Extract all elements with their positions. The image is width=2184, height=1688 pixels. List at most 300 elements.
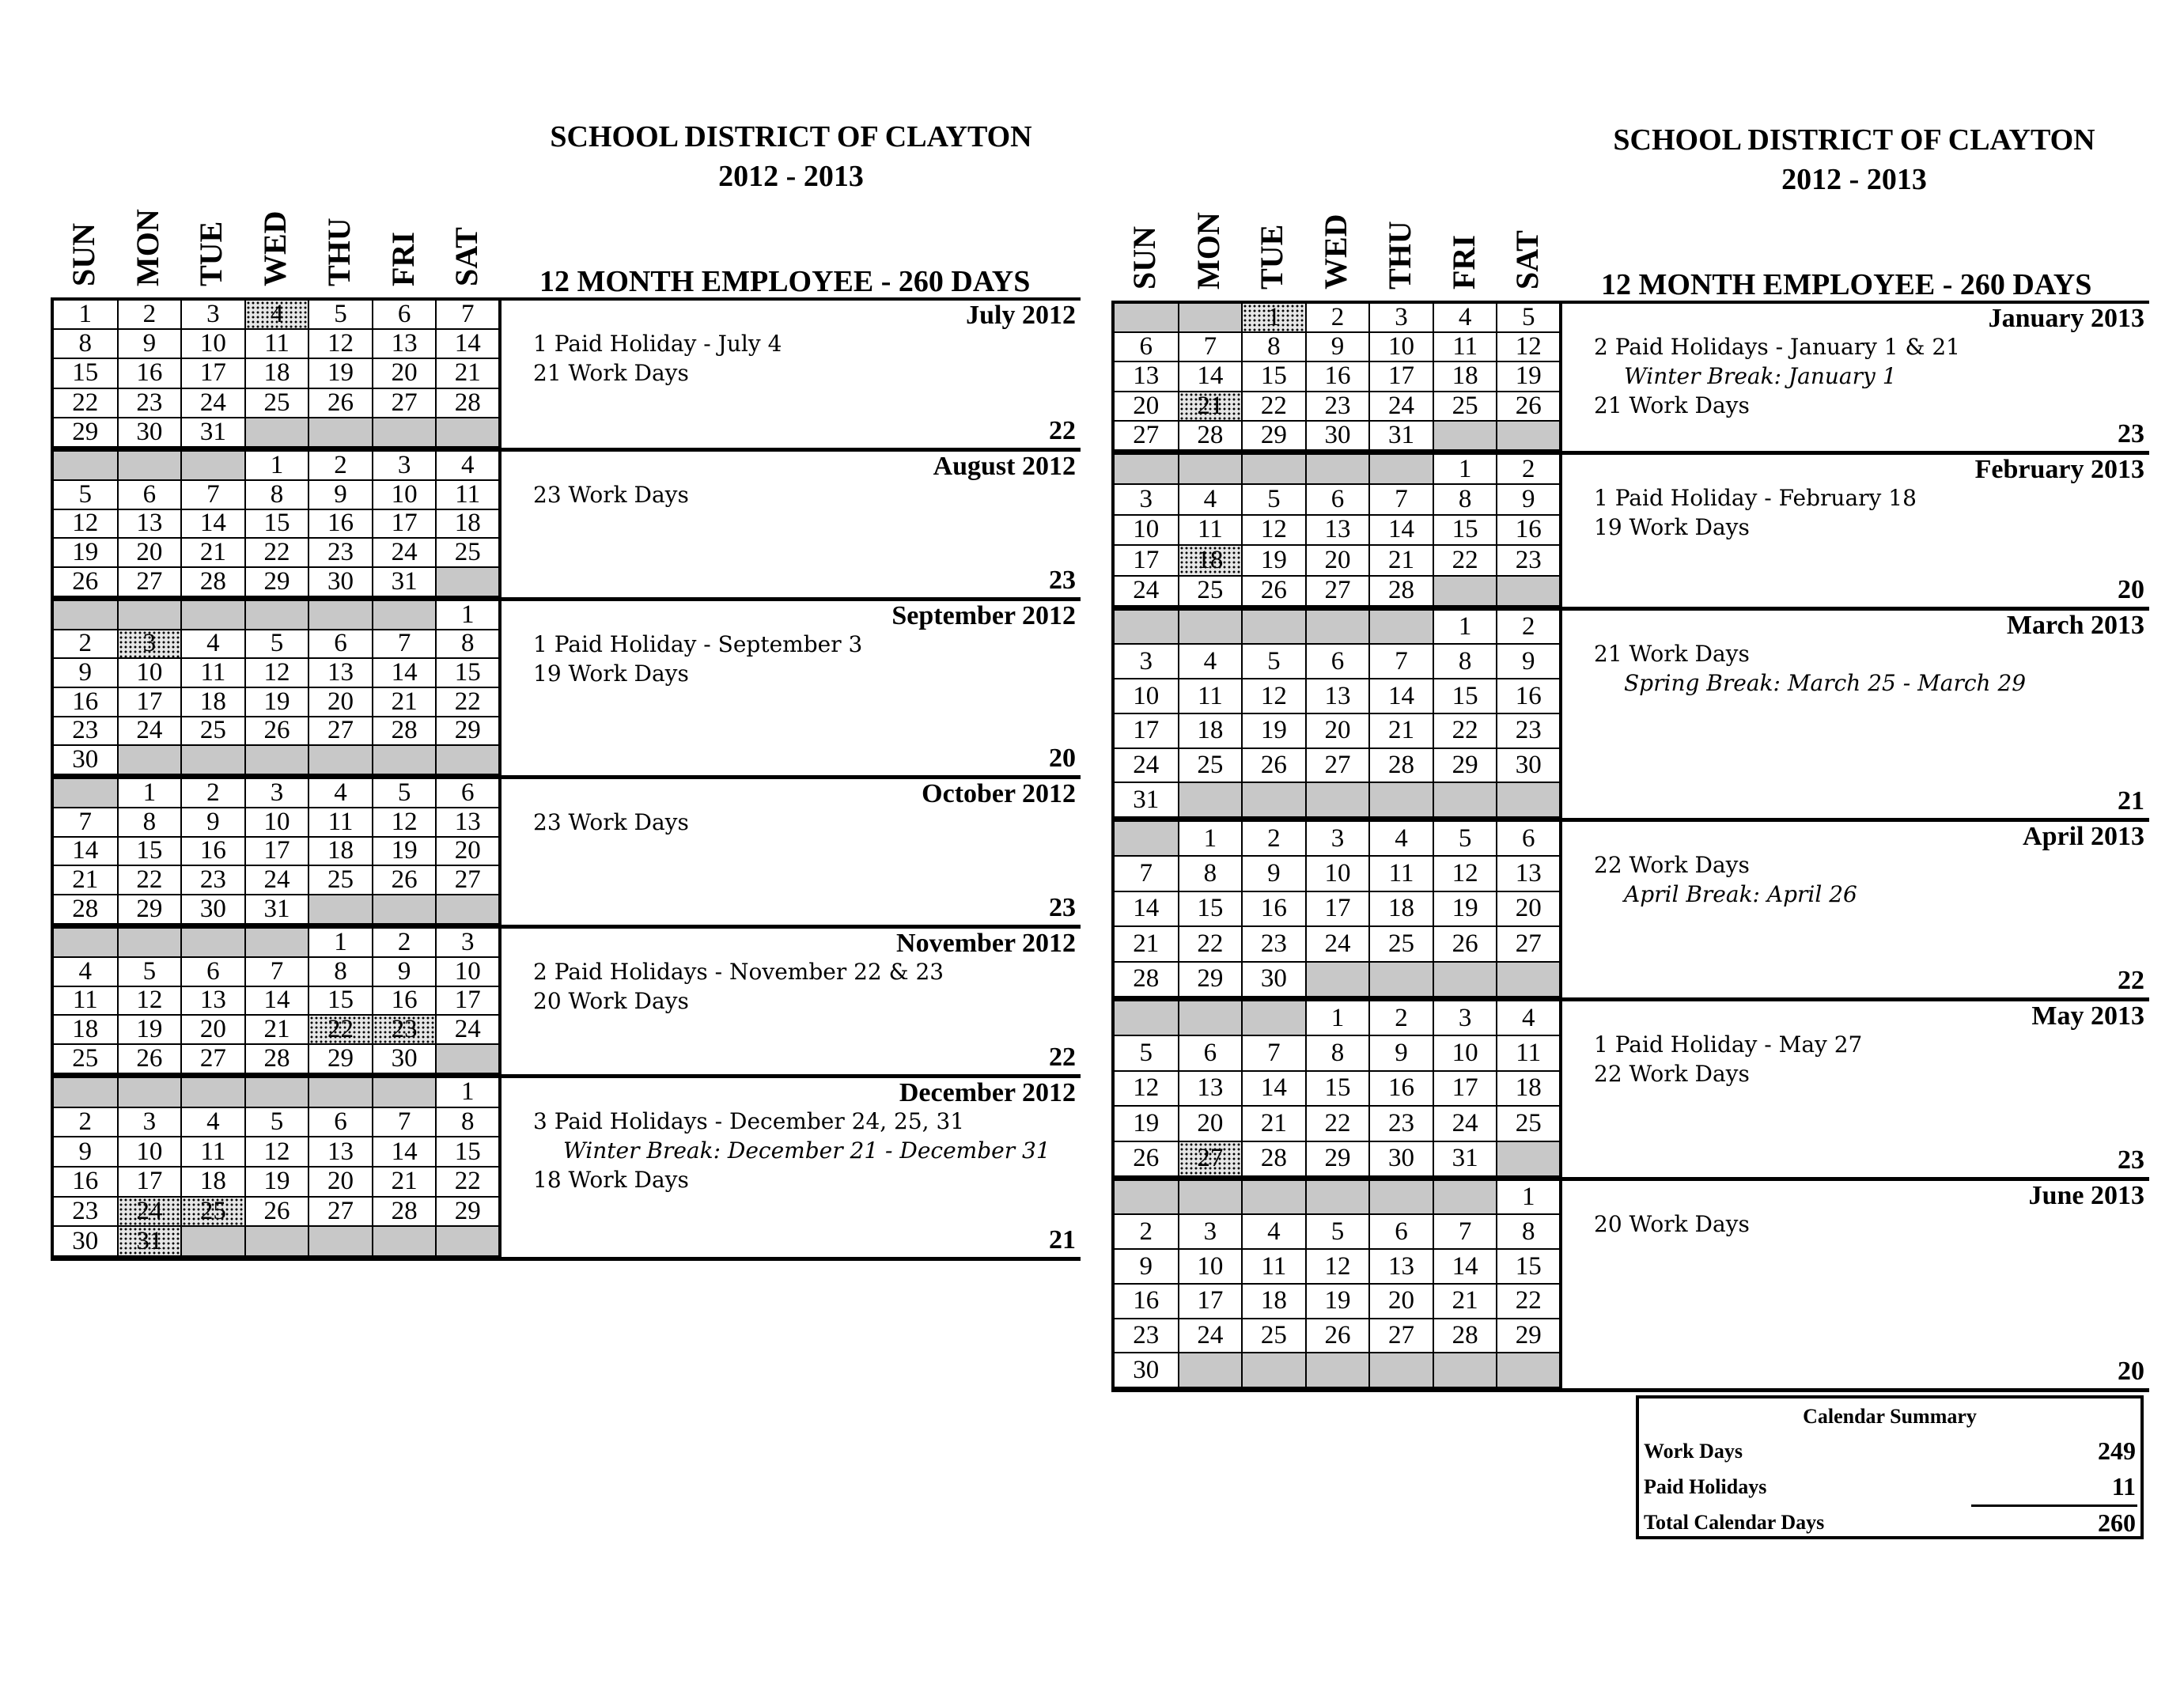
empty-day-cell xyxy=(436,895,500,924)
summary-row-work-days xyxy=(1639,1433,2140,1469)
empty-day-cell xyxy=(54,1078,118,1107)
day-cell: 22 xyxy=(436,687,500,717)
month-block xyxy=(1115,1181,2149,1392)
day-cell: 31 xyxy=(1115,782,1179,817)
empty-day-cell xyxy=(118,601,182,630)
day-cell: 13 xyxy=(373,329,437,358)
day-cell: 5 xyxy=(308,301,373,329)
day-cell: 24 xyxy=(245,865,309,895)
day-cell: 6 xyxy=(181,957,245,986)
day-cell: 20 xyxy=(436,837,500,866)
day-cell: 11 xyxy=(1179,679,1243,713)
day-cell: 27 xyxy=(1497,926,1561,961)
empty-day-cell xyxy=(54,779,118,808)
month-calendar-grid xyxy=(54,301,502,448)
break-note: Winter Break: December 21 - December 31 xyxy=(563,1137,1050,1164)
day-cell: 25 xyxy=(1179,748,1243,783)
day-cell: 26 xyxy=(308,388,373,418)
day-cell: 7 xyxy=(373,1107,437,1137)
day-cell: 2 xyxy=(54,1107,118,1137)
day-cell: 15 xyxy=(54,358,118,388)
day-cell: 4 xyxy=(436,452,500,480)
day-cell: 30 xyxy=(1306,421,1370,450)
holiday-day-cell: 23 xyxy=(373,1015,437,1044)
district-title xyxy=(475,117,1107,196)
day-cell: 7 xyxy=(436,301,500,329)
day-cell: 4 xyxy=(181,1107,245,1137)
day-cell: 14 xyxy=(181,509,245,539)
day-cell: 20 xyxy=(1306,545,1370,575)
empty-day-cell xyxy=(245,745,309,774)
day-cell: 17 xyxy=(1179,1284,1243,1319)
day-cell: 12 xyxy=(1242,679,1306,713)
empty-day-cell xyxy=(1242,1353,1306,1387)
summary-value: 11 xyxy=(2111,1472,2136,1501)
day-cell: 5 xyxy=(245,1107,309,1137)
day-cell: 5 xyxy=(1433,822,1497,856)
holiday-day-cell: 25 xyxy=(181,1197,245,1227)
day-cell: 1 xyxy=(1179,822,1243,856)
empty-day-cell xyxy=(118,929,182,957)
day-cell: 10 xyxy=(1306,856,1370,891)
day-cell: 3 xyxy=(118,1107,182,1137)
day-cell: 21 xyxy=(436,358,500,388)
day-cell: 16 xyxy=(1306,361,1370,391)
day-cell: 10 xyxy=(1369,332,1433,361)
day-cell: 9 xyxy=(308,480,373,509)
day-cell: 19 xyxy=(1497,361,1561,391)
day-cell: 8 xyxy=(436,1107,500,1137)
month-calendar-grid xyxy=(1115,455,1562,607)
month-notes xyxy=(533,808,689,837)
month-notes xyxy=(1594,639,2026,698)
day-cell: 15 xyxy=(1433,515,1497,545)
month-name: December 2012 xyxy=(899,1078,1076,1107)
month-name: October 2012 xyxy=(922,779,1076,808)
empty-day-cell xyxy=(308,895,373,924)
day-cell: 15 xyxy=(245,509,309,539)
day-header-mon: MON xyxy=(1190,212,1226,290)
day-cell: 16 xyxy=(1242,891,1306,926)
day-cell: 23 xyxy=(1115,1319,1179,1353)
day-cell: 28 xyxy=(1369,576,1433,606)
month-name: April 2013 xyxy=(2023,822,2144,851)
month-calendar-grid xyxy=(54,929,502,1074)
day-cell: 10 xyxy=(373,480,437,509)
day-cell: 2 xyxy=(1306,304,1370,332)
day-cell: 3 xyxy=(373,452,437,480)
day-cell: 10 xyxy=(118,658,182,687)
day-cell: 3 xyxy=(1433,1001,1497,1035)
month-block xyxy=(54,452,1081,601)
empty-day-cell xyxy=(54,601,118,630)
month-notes xyxy=(533,630,862,688)
day-cell: 22 xyxy=(1433,545,1497,575)
day-cell: 15 xyxy=(308,986,373,1016)
title-line-2: 2012 - 2013 xyxy=(718,160,864,193)
empty-day-cell xyxy=(1433,421,1497,450)
day-cell: 18 xyxy=(54,1015,118,1044)
day-header-tue: TUE xyxy=(1254,224,1290,290)
month-total-days: 20 xyxy=(1049,744,1076,773)
title-line-1: SCHOOL DISTRICT OF CLAYTON xyxy=(550,120,1032,153)
day-cell: 15 xyxy=(118,837,182,866)
day-cell: 16 xyxy=(1369,1071,1433,1106)
day-header-sat: SAT xyxy=(1509,230,1546,290)
day-cell: 5 xyxy=(1242,484,1306,514)
work-note: 1 Paid Holiday - September 3 xyxy=(533,631,863,657)
empty-day-cell xyxy=(1306,782,1370,817)
work-note: 22 Work Days xyxy=(1594,1061,1750,1087)
month-calendar-grid xyxy=(54,779,502,925)
day-cell: 12 xyxy=(1242,515,1306,545)
month-calendar-grid xyxy=(1115,822,1562,997)
day-cell: 27 xyxy=(436,865,500,895)
day-cell: 8 xyxy=(118,808,182,837)
day-cell: 2 xyxy=(54,630,118,659)
empty-day-cell xyxy=(1497,1353,1561,1387)
empty-day-cell xyxy=(308,418,373,447)
day-cell: 15 xyxy=(1242,361,1306,391)
month-total-days: 21 xyxy=(1049,1225,1076,1255)
day-header-mon: MON xyxy=(129,209,165,286)
month-total-days: 22 xyxy=(2118,966,2144,995)
day-cell: 4 xyxy=(181,630,245,659)
day-cell: 19 xyxy=(245,1167,309,1197)
day-cell: 6 xyxy=(118,480,182,509)
day-header-wed: WED xyxy=(257,210,293,286)
day-cell: 4 xyxy=(1242,1214,1306,1249)
day-cell: 13 xyxy=(118,509,182,539)
day-cell: 1 xyxy=(436,601,500,630)
day-cell: 22 xyxy=(245,538,309,567)
empty-day-cell xyxy=(181,929,245,957)
day-cell: 16 xyxy=(1115,1284,1179,1319)
day-cell: 17 xyxy=(245,837,309,866)
day-cell: 9 xyxy=(181,808,245,837)
day-cell: 25 xyxy=(308,865,373,895)
day-cell: 31 xyxy=(1433,1141,1497,1176)
day-cell: 24 xyxy=(1179,1319,1243,1353)
day-cell: 19 xyxy=(54,538,118,567)
day-header-thu: THU xyxy=(320,218,357,286)
day-cell: 14 xyxy=(373,1137,437,1167)
work-note: 1 Paid Holiday - February 18 xyxy=(1594,485,1917,511)
day-cell: 11 xyxy=(1497,1035,1561,1070)
day-cell: 26 xyxy=(54,567,118,596)
month-name: May 2013 xyxy=(2031,1001,2144,1031)
day-header-sun: SUN xyxy=(1126,225,1162,290)
day-cell: 6 xyxy=(1306,644,1370,679)
empty-day-cell xyxy=(436,567,500,596)
day-cell: 12 xyxy=(54,509,118,539)
day-cell: 20 xyxy=(181,1015,245,1044)
day-cell: 4 xyxy=(1179,644,1243,679)
day-cell: 28 xyxy=(1369,748,1433,783)
month-calendar-grid xyxy=(54,601,502,775)
holiday-day-cell: 18 xyxy=(1179,545,1243,575)
month-notes xyxy=(1594,850,1857,909)
day-cell: 17 xyxy=(181,358,245,388)
day-cell: 7 xyxy=(1115,856,1179,891)
day-cell: 18 xyxy=(181,687,245,717)
day-cell: 25 xyxy=(54,1044,118,1073)
month-name: June 2013 xyxy=(2028,1181,2144,1210)
holiday-day-cell: 27 xyxy=(1179,1141,1243,1176)
empty-day-cell xyxy=(373,1226,437,1256)
day-cell: 29 xyxy=(308,1044,373,1073)
day-cell: 23 xyxy=(118,388,182,418)
day-cell: 18 xyxy=(181,1167,245,1197)
day-cell: 20 xyxy=(1306,713,1370,748)
empty-day-cell xyxy=(1369,455,1433,484)
empty-day-cell xyxy=(1306,611,1370,644)
month-calendar-grid xyxy=(1115,1001,1562,1177)
day-cell: 12 xyxy=(1115,1071,1179,1106)
day-cell: 28 xyxy=(245,1044,309,1073)
empty-day-cell xyxy=(373,895,437,924)
summary-title: Calendar Summary xyxy=(1803,1405,1977,1428)
empty-day-cell xyxy=(181,452,245,480)
day-cell: 30 xyxy=(54,1226,118,1256)
day-cell: 7 xyxy=(181,480,245,509)
month-block xyxy=(1115,1001,2149,1181)
month-block xyxy=(1115,611,2149,822)
work-note: 21 Work Days xyxy=(533,360,689,386)
day-cell: 30 xyxy=(1369,1141,1433,1176)
empty-day-cell xyxy=(308,745,373,774)
day-cell: 24 xyxy=(1369,392,1433,421)
day-cell: 16 xyxy=(118,358,182,388)
day-cell: 11 xyxy=(1433,332,1497,361)
day-cell: 11 xyxy=(181,658,245,687)
work-note: 19 Work Days xyxy=(533,660,689,687)
day-cell: 10 xyxy=(181,329,245,358)
holiday-day-cell: 21 xyxy=(1179,392,1243,421)
day-cell: 14 xyxy=(1369,515,1433,545)
day-cell: 22 xyxy=(54,388,118,418)
holiday-day-cell: 31 xyxy=(118,1226,182,1256)
day-cell: 22 xyxy=(118,865,182,895)
work-note: 3 Paid Holidays - December 24, 25, 31 xyxy=(533,1108,965,1134)
month-name: January 2013 xyxy=(1988,304,2144,333)
empty-day-cell xyxy=(436,745,500,774)
empty-day-cell xyxy=(1179,304,1243,332)
day-cell: 10 xyxy=(1433,1035,1497,1070)
day-cell: 3 xyxy=(181,301,245,329)
work-note: 22 Work Days xyxy=(1594,852,1750,878)
day-cell: 19 xyxy=(1433,891,1497,926)
day-cell: 4 xyxy=(308,779,373,808)
day-cell: 20 xyxy=(1179,1106,1243,1141)
month-name: March 2013 xyxy=(2006,611,2144,640)
month-total-days: 22 xyxy=(1049,1043,1076,1072)
day-cell: 19 xyxy=(308,358,373,388)
empty-day-cell xyxy=(1306,455,1370,484)
day-cell: 6 xyxy=(1306,484,1370,514)
work-note: 21 Work Days xyxy=(1594,641,1750,667)
day-cell: 31 xyxy=(181,418,245,447)
day-cell: 10 xyxy=(436,957,500,986)
employee-label: 12 MONTH EMPLOYEE - 260 DAYS xyxy=(539,265,1031,298)
empty-day-cell xyxy=(1306,1353,1370,1387)
day-cell: 24 xyxy=(373,538,437,567)
month-total-days: 23 xyxy=(1049,566,1076,595)
day-cell: 8 xyxy=(1433,644,1497,679)
day-cell: 24 xyxy=(1115,748,1179,783)
empty-day-cell xyxy=(436,418,500,447)
day-cell: 28 xyxy=(1242,1141,1306,1176)
empty-day-cell xyxy=(1179,455,1243,484)
day-cell: 10 xyxy=(245,808,309,837)
day-cell: 5 xyxy=(1306,1214,1370,1249)
day-cell: 22 xyxy=(1497,1284,1561,1319)
day-cell: 9 xyxy=(54,1137,118,1167)
break-note: Winter Break: January 1 xyxy=(1624,363,1897,389)
day-cell: 9 xyxy=(54,658,118,687)
day-cell: 10 xyxy=(118,1137,182,1167)
month-total-days: 20 xyxy=(2118,575,2144,604)
day-cell: 2 xyxy=(308,452,373,480)
day-cell: 18 xyxy=(245,358,309,388)
empty-day-cell xyxy=(1179,611,1243,644)
day-cell: 16 xyxy=(181,837,245,866)
day-cell: 2 xyxy=(181,779,245,808)
day-cell: 11 xyxy=(1242,1249,1306,1284)
day-cell: 1 xyxy=(308,929,373,957)
day-cell: 15 xyxy=(1306,1071,1370,1106)
empty-day-cell xyxy=(1306,1181,1370,1214)
day-header-thu: THU xyxy=(1381,221,1418,290)
day-cell: 17 xyxy=(436,986,500,1016)
work-note: 2 Paid Holidays - November 22 & 23 xyxy=(533,959,944,985)
day-cell: 27 xyxy=(1115,421,1179,450)
month-notes xyxy=(533,957,944,1016)
empty-day-cell xyxy=(1433,782,1497,817)
day-cell: 10 xyxy=(1115,515,1179,545)
day-cell: 25 xyxy=(436,538,500,567)
day-cell: 26 xyxy=(1306,1319,1370,1353)
day-cell: 3 xyxy=(245,779,309,808)
day-cell: 8 xyxy=(245,480,309,509)
day-cell: 24 xyxy=(1306,926,1370,961)
month-block xyxy=(1115,455,2149,611)
month-name: August 2012 xyxy=(933,452,1076,481)
day-cell: 27 xyxy=(118,567,182,596)
empty-day-cell xyxy=(1369,1181,1433,1214)
empty-day-cell xyxy=(118,452,182,480)
empty-day-cell xyxy=(1497,576,1561,606)
empty-day-cell xyxy=(373,601,437,630)
day-cell: 6 xyxy=(1115,332,1179,361)
empty-day-cell xyxy=(1179,1181,1243,1214)
day-cell: 27 xyxy=(308,1197,373,1227)
day-cell: 7 xyxy=(1242,1035,1306,1070)
day-cell: 17 xyxy=(1433,1071,1497,1106)
day-cell: 4 xyxy=(1433,304,1497,332)
break-note: Spring Break: March 25 - March 29 xyxy=(1624,670,2027,696)
day-cell: 14 xyxy=(1179,361,1243,391)
month-notes xyxy=(533,329,782,388)
day-cell: 1 xyxy=(1433,455,1497,484)
day-cell: 21 xyxy=(1242,1106,1306,1141)
holiday-day-cell: 3 xyxy=(118,630,182,659)
day-cell: 30 xyxy=(118,418,182,447)
month-total-days: 23 xyxy=(1049,893,1076,922)
months-grid xyxy=(1111,301,2149,1392)
day-cell: 9 xyxy=(1497,484,1561,514)
day-cell: 18 xyxy=(1433,361,1497,391)
day-cell: 26 xyxy=(373,865,437,895)
day-cell: 28 xyxy=(373,717,437,746)
day-cell: 12 xyxy=(245,1137,309,1167)
day-cell: 27 xyxy=(308,717,373,746)
month-total-days: 23 xyxy=(2118,419,2144,448)
day-cell: 22 xyxy=(1242,392,1306,421)
day-cell: 23 xyxy=(54,717,118,746)
day-cell: 12 xyxy=(1497,332,1561,361)
month-notes xyxy=(1594,332,1960,420)
day-cell: 3 xyxy=(436,929,500,957)
day-cell: 1 xyxy=(54,301,118,329)
day-cell: 27 xyxy=(181,1044,245,1073)
empty-day-cell xyxy=(1115,822,1179,856)
month-total-days: 21 xyxy=(2118,786,2144,816)
employee-label: 12 MONTH EMPLOYEE - 260 DAYS xyxy=(1601,268,2092,301)
day-cell: 9 xyxy=(1306,332,1370,361)
day-cell: 10 xyxy=(1115,679,1179,713)
day-cell: 31 xyxy=(245,895,309,924)
empty-day-cell xyxy=(1497,1141,1561,1176)
day-cell: 18 xyxy=(436,509,500,539)
day-cell: 8 xyxy=(1242,332,1306,361)
day-cell: 29 xyxy=(54,418,118,447)
month-notes xyxy=(1594,1030,1862,1088)
day-cell: 16 xyxy=(1497,679,1561,713)
work-note: 1 Paid Holiday - July 4 xyxy=(533,331,782,357)
empty-day-cell xyxy=(436,1044,500,1073)
month-block xyxy=(54,601,1081,779)
day-cell: 1 xyxy=(1497,1181,1561,1214)
day-cell: 25 xyxy=(181,717,245,746)
day-cell: 17 xyxy=(1306,891,1370,926)
day-cell: 12 xyxy=(118,986,182,1016)
day-cell: 19 xyxy=(1115,1106,1179,1141)
day-cell: 29 xyxy=(1433,748,1497,783)
day-cell: 5 xyxy=(1115,1035,1179,1070)
day-cell: 12 xyxy=(1306,1249,1370,1284)
empty-day-cell xyxy=(1369,1353,1433,1387)
empty-day-cell xyxy=(1497,782,1561,817)
day-cell: 26 xyxy=(245,717,309,746)
day-cell: 14 xyxy=(373,658,437,687)
work-note: 18 Work Days xyxy=(533,1167,689,1193)
day-cell: 30 xyxy=(54,745,118,774)
empty-day-cell xyxy=(245,1078,309,1107)
day-cell: 17 xyxy=(118,1167,182,1197)
day-cell: 21 xyxy=(181,538,245,567)
empty-day-cell xyxy=(1242,611,1306,644)
day-cell: 6 xyxy=(1369,1214,1433,1249)
month-name: November 2012 xyxy=(896,929,1076,958)
day-cell: 21 xyxy=(373,1167,437,1197)
day-cell: 14 xyxy=(1433,1249,1497,1284)
month-name: September 2012 xyxy=(891,601,1076,630)
day-cell: 28 xyxy=(54,895,118,924)
day-cell: 20 xyxy=(118,538,182,567)
day-cell: 25 xyxy=(1369,926,1433,961)
day-cell: 9 xyxy=(1497,644,1561,679)
